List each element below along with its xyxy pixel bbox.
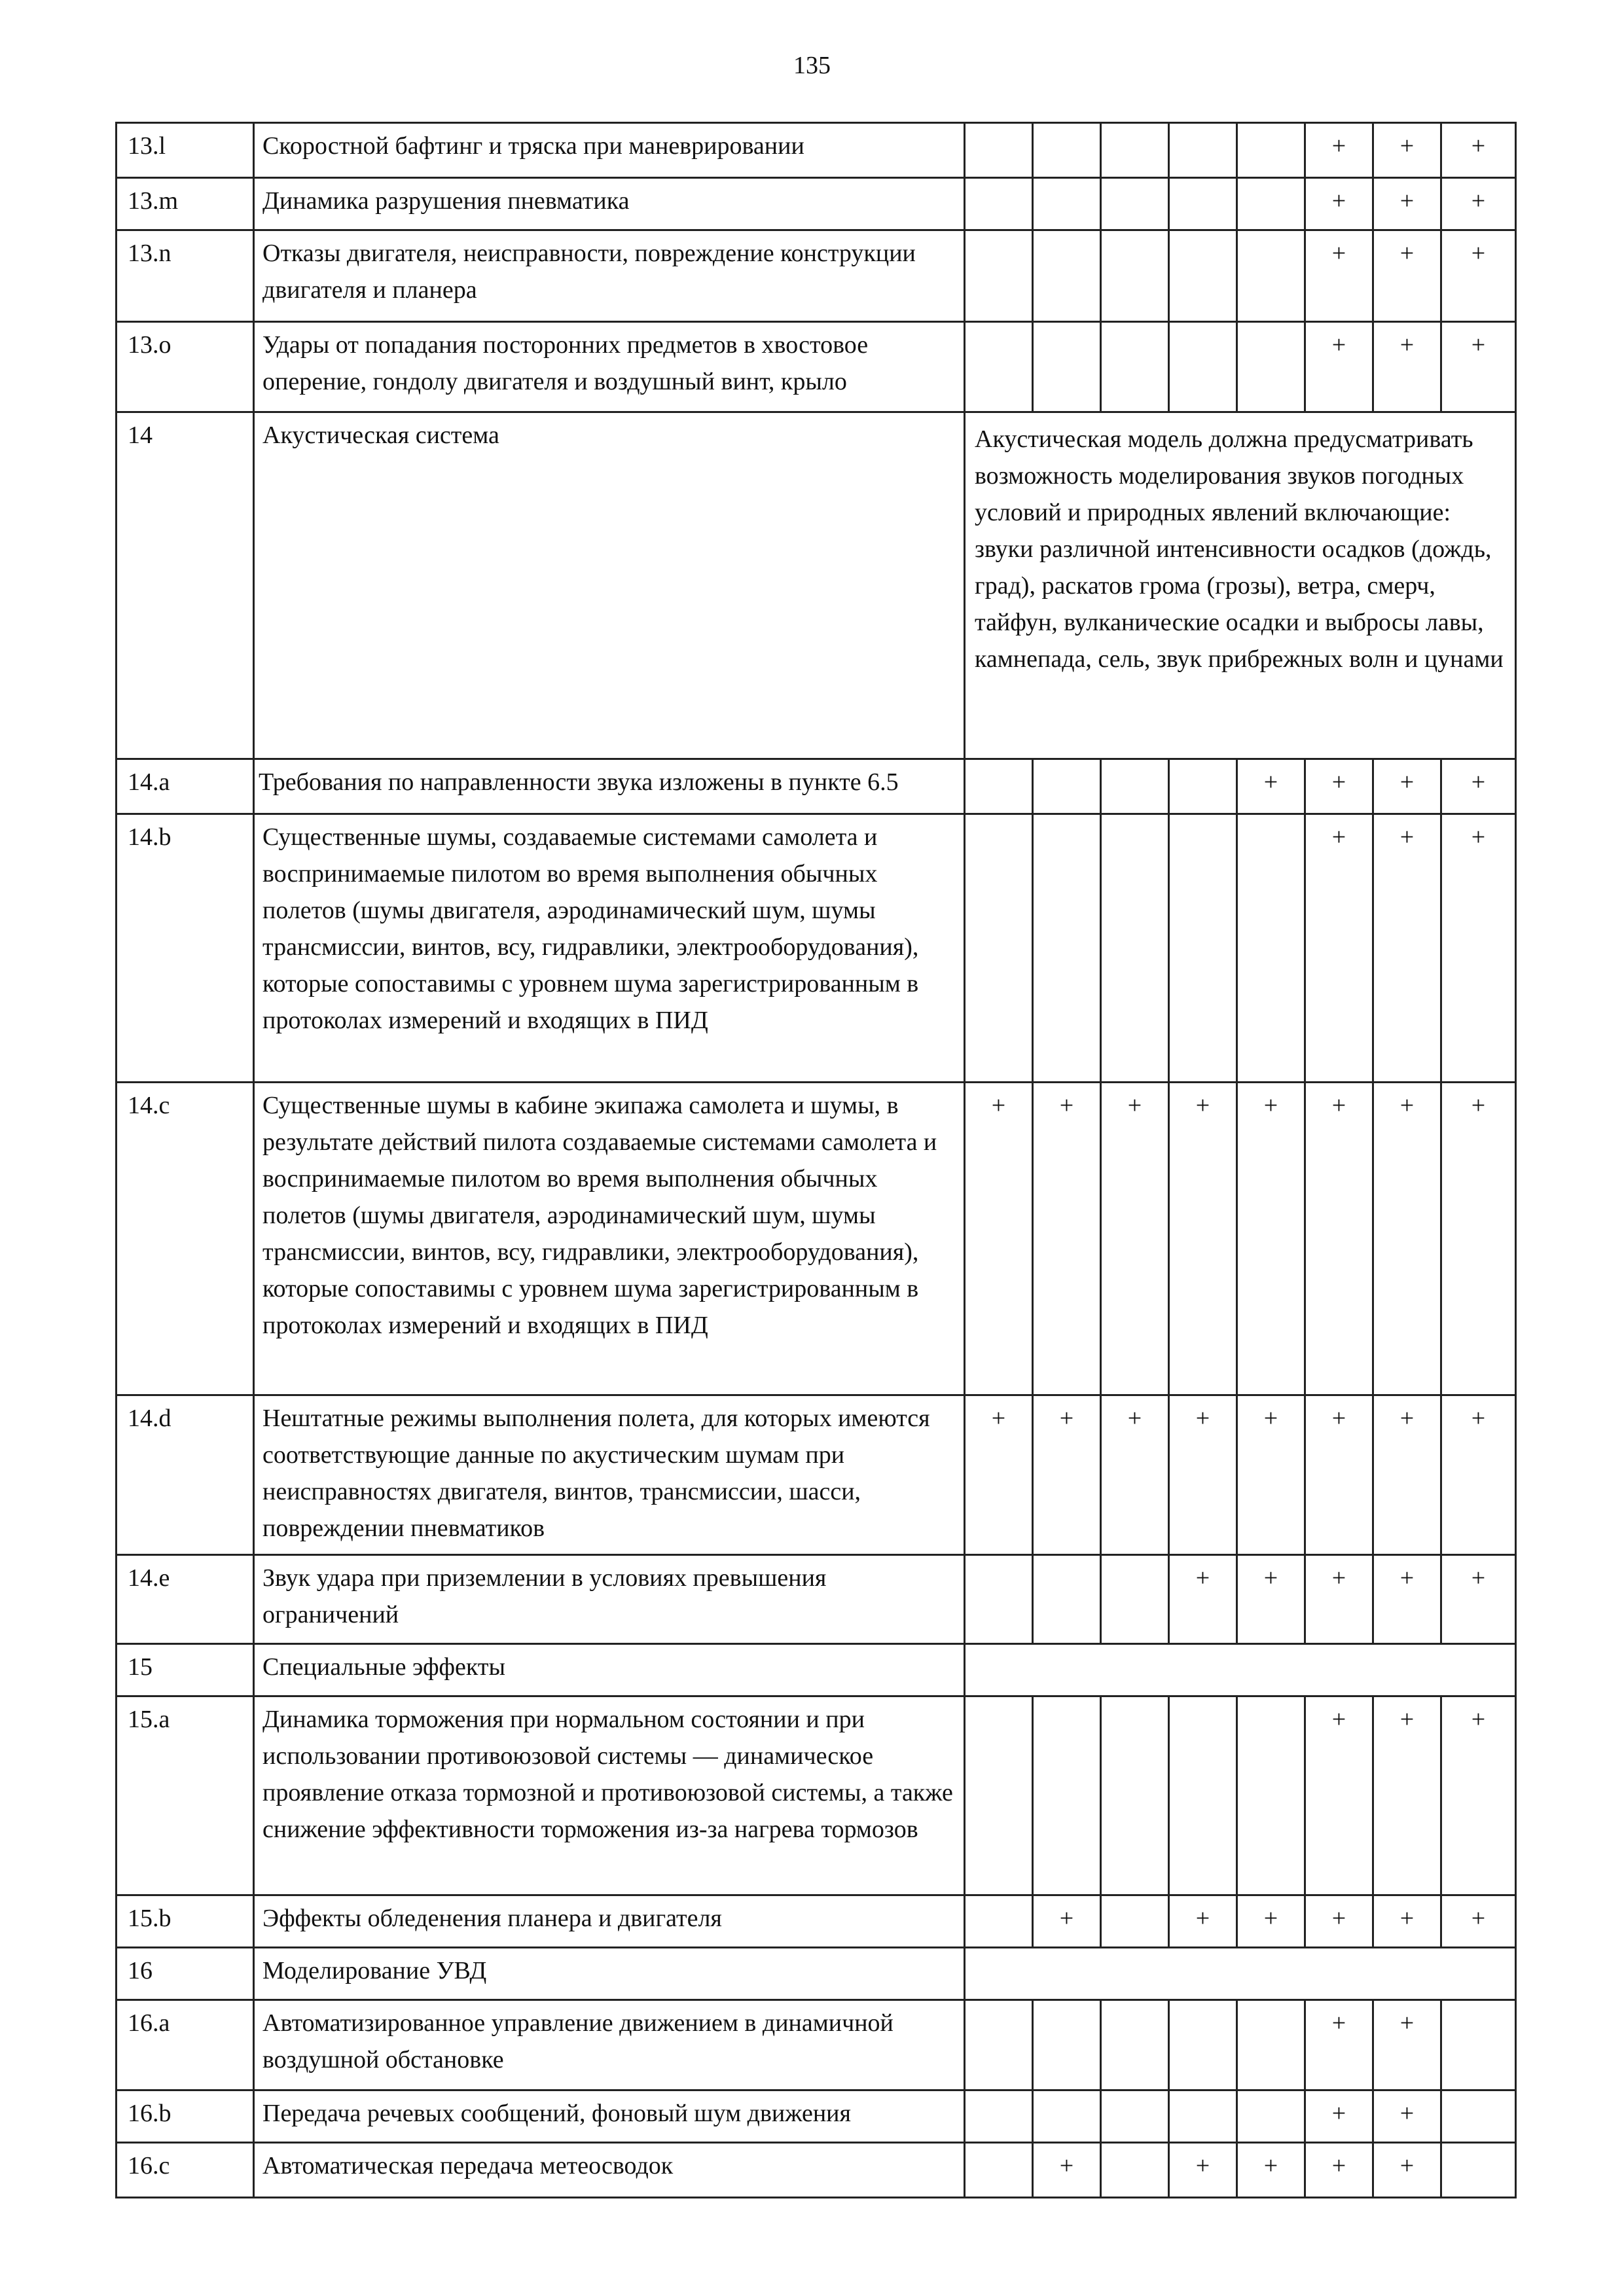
level-mark: + xyxy=(1237,759,1305,814)
level-mark xyxy=(1169,2000,1237,2090)
level-mark xyxy=(1101,1555,1169,1644)
level-mark: + xyxy=(1033,1083,1101,1395)
row-number: 13.m xyxy=(117,178,254,230)
table-row xyxy=(117,123,1516,178)
level-mark xyxy=(1101,1696,1169,1895)
level-mark xyxy=(1169,1696,1237,1895)
row-description: Отказы двигателя, неисправности, повреждение конструкции двигателя и планера xyxy=(254,230,965,322)
table-row xyxy=(117,412,1516,759)
row-description: Существенные шумы, создаваемые системами самолета и воспринимаемые пилотом во время выполнения обычных полетов (шумы двигателя, аэродинамический шум, шумы трансмиссии, винтов, всу, гидравлики, электрооборудования), которые сопоставимы с уровнем шума зарегистрированным в протоколах измерений и входящих в ПИД xyxy=(254,814,965,1083)
level-mark: + xyxy=(1169,1083,1237,1395)
level-mark xyxy=(965,1555,1033,1644)
requirements-table xyxy=(115,122,1517,2198)
level-mark xyxy=(1169,759,1237,814)
row-note xyxy=(965,1644,1516,1696)
row-description: Существенные шумы в кабине экипажа самолета и шумы, в результате действий пилота создаваемые системами самолета и воспринимаемые пилотом во время выполнения обычных полетов (шумы двигателя, аэродинамический шум, шумы трансмиссии, винтов, всу, гидравлики, электрооборудования), которые сопоставимы с уровнем шума зарегистрированным в протоколах измерений и входящих в ПИД xyxy=(254,1083,965,1395)
level-mark: + xyxy=(1169,2143,1237,2198)
level-mark xyxy=(1237,230,1305,322)
row-number: 16.a xyxy=(117,2000,254,2090)
level-mark: + xyxy=(1373,230,1441,322)
table-row xyxy=(117,2143,1516,2198)
level-mark xyxy=(1101,230,1169,322)
table-body xyxy=(117,123,1516,2198)
level-mark xyxy=(1101,814,1169,1083)
level-mark: + xyxy=(1237,1083,1305,1395)
level-mark xyxy=(1441,2090,1516,2143)
level-mark xyxy=(1169,322,1237,412)
level-mark: + xyxy=(1373,1395,1441,1555)
level-mark: + xyxy=(1169,1895,1237,1948)
level-mark xyxy=(1101,759,1169,814)
level-mark: + xyxy=(1101,1083,1169,1395)
level-mark: + xyxy=(1373,2000,1441,2090)
row-description: Нештатные режимы выполнения полета, для которых имеются соответствующие данные по акустическим шумам при неисправностях двигателя, винтов, трансмиссии, шасси, повреждении пневматиков xyxy=(254,1395,965,1555)
level-mark xyxy=(1033,1696,1101,1895)
level-mark xyxy=(1169,2090,1237,2143)
level-mark xyxy=(1101,322,1169,412)
table-row xyxy=(117,178,1516,230)
table-row xyxy=(117,1895,1516,1948)
level-mark xyxy=(1169,814,1237,1083)
level-mark xyxy=(1033,759,1101,814)
level-mark xyxy=(1033,178,1101,230)
row-description: Требования по направленности звука изложены в пункте 6.5 xyxy=(254,759,965,814)
row-description: Акустическая система xyxy=(254,412,965,759)
level-mark: + xyxy=(1441,178,1516,230)
level-mark: + xyxy=(965,1395,1033,1555)
level-mark xyxy=(1033,322,1101,412)
level-mark xyxy=(1101,2090,1169,2143)
level-mark: + xyxy=(1441,759,1516,814)
level-mark: + xyxy=(1373,123,1441,178)
level-mark: + xyxy=(1441,1895,1516,1948)
level-mark: + xyxy=(1441,322,1516,412)
level-mark xyxy=(1237,322,1305,412)
row-number: 13.n xyxy=(117,230,254,322)
row-number: 14.d xyxy=(117,1395,254,1555)
row-number: 16.c xyxy=(117,2143,254,2198)
row-number: 16.b xyxy=(117,2090,254,2143)
row-description: Скоростной бафтинг и тряска при маневрировании xyxy=(254,123,965,178)
row-number: 15 xyxy=(117,1644,254,1696)
level-mark xyxy=(965,1895,1033,1948)
row-description: Автоматическая передача метеосводок xyxy=(254,2143,965,2198)
row-number: 14 xyxy=(117,412,254,759)
level-mark xyxy=(965,178,1033,230)
level-mark: + xyxy=(1169,1555,1237,1644)
level-mark: + xyxy=(1305,759,1373,814)
level-mark: + xyxy=(1373,2143,1441,2198)
level-mark: + xyxy=(1237,1895,1305,1948)
level-mark xyxy=(1101,123,1169,178)
row-description: Специальные эффекты xyxy=(254,1644,965,1696)
table-row xyxy=(117,322,1516,412)
row-number: 14.b xyxy=(117,814,254,1083)
table-row xyxy=(117,2090,1516,2143)
level-mark xyxy=(965,2143,1033,2198)
row-description: Динамика разрушения пневматика xyxy=(254,178,965,230)
row-description: Динамика торможения при нормальном состоянии и при использовании противоюзовой системы — динамическое проявление отказа тормозной и противоюзовой системы, а также снижение эффективности торможения из-за нагрева тормозов xyxy=(254,1696,965,1895)
level-mark: + xyxy=(1305,2000,1373,2090)
level-mark xyxy=(965,322,1033,412)
level-mark xyxy=(1441,2143,1516,2198)
level-mark xyxy=(1237,2090,1305,2143)
row-number: 15.b xyxy=(117,1895,254,1948)
level-mark xyxy=(1033,123,1101,178)
level-mark xyxy=(1101,2143,1169,2198)
level-mark xyxy=(1033,1555,1101,1644)
level-mark: + xyxy=(1033,1895,1101,1948)
table-row xyxy=(117,814,1516,1083)
row-number: 14.c xyxy=(117,1083,254,1395)
table-row xyxy=(117,2000,1516,2090)
row-number: 15.a xyxy=(117,1696,254,1895)
level-mark: + xyxy=(1305,2143,1373,2198)
level-mark: + xyxy=(1441,1083,1516,1395)
level-mark xyxy=(1237,2000,1305,2090)
level-mark: + xyxy=(1441,814,1516,1083)
level-mark: + xyxy=(1101,1395,1169,1555)
level-mark xyxy=(1033,2090,1101,2143)
level-mark: + xyxy=(1373,178,1441,230)
level-mark: + xyxy=(1373,1555,1441,1644)
level-mark xyxy=(1169,178,1237,230)
level-mark: + xyxy=(1305,1083,1373,1395)
level-mark: + xyxy=(1305,1696,1373,1895)
level-mark: + xyxy=(1441,1696,1516,1895)
page-number: 135 xyxy=(793,52,831,79)
level-mark xyxy=(1441,2000,1516,2090)
level-mark: + xyxy=(1169,1395,1237,1555)
level-mark: + xyxy=(1373,759,1441,814)
level-mark xyxy=(1169,230,1237,322)
table-row xyxy=(117,1555,1516,1644)
level-mark xyxy=(1033,2000,1101,2090)
row-description: Моделирование УВД xyxy=(254,1948,965,2000)
level-mark: + xyxy=(1373,1895,1441,1948)
level-mark: + xyxy=(1373,322,1441,412)
table-row xyxy=(117,1083,1516,1395)
level-mark xyxy=(1033,814,1101,1083)
table-row xyxy=(117,1948,1516,2000)
level-mark: + xyxy=(1305,1395,1373,1555)
row-description: Автоматизированное управление движением в динамичной воздушной обстановке xyxy=(254,2000,965,2090)
level-mark: + xyxy=(1305,1555,1373,1644)
level-mark xyxy=(1033,230,1101,322)
row-number: 13.l xyxy=(117,123,254,178)
level-mark xyxy=(1101,2000,1169,2090)
row-description: Передача речевых сообщений, фоновый шум движения xyxy=(254,2090,965,2143)
level-mark xyxy=(965,2090,1033,2143)
row-number: 13.o xyxy=(117,322,254,412)
level-mark xyxy=(965,759,1033,814)
level-mark xyxy=(965,230,1033,322)
level-mark: + xyxy=(1305,178,1373,230)
level-mark: + xyxy=(1373,1696,1441,1895)
level-mark: + xyxy=(1033,1395,1101,1555)
row-description: Эффекты обледенения планера и двигателя xyxy=(254,1895,965,1948)
level-mark: + xyxy=(1373,814,1441,1083)
level-mark xyxy=(965,814,1033,1083)
row-description: Удары от попадания посторонних предметов в хвостовое оперение, гондолу двигателя и воздушный винт, крыло xyxy=(254,322,965,412)
level-mark: + xyxy=(1305,2090,1373,2143)
level-mark: + xyxy=(1305,230,1373,322)
table-row xyxy=(117,1395,1516,1555)
level-mark xyxy=(1237,123,1305,178)
level-mark xyxy=(1237,814,1305,1083)
level-mark xyxy=(1237,178,1305,230)
level-mark xyxy=(965,123,1033,178)
level-mark xyxy=(1101,1895,1169,1948)
level-mark: + xyxy=(1373,1083,1441,1395)
row-number: 14.e xyxy=(117,1555,254,1644)
level-mark xyxy=(1237,1696,1305,1895)
table-row xyxy=(117,230,1516,322)
level-mark: + xyxy=(965,1083,1033,1395)
row-description: Звук удара при приземлении в условиях превышения ограничений xyxy=(254,1555,965,1644)
table-row xyxy=(117,759,1516,814)
table-row xyxy=(117,1696,1516,1895)
level-mark: + xyxy=(1237,2143,1305,2198)
level-mark xyxy=(1101,178,1169,230)
level-mark: + xyxy=(1441,230,1516,322)
level-mark: + xyxy=(1305,322,1373,412)
level-mark: + xyxy=(1305,123,1373,178)
level-mark: + xyxy=(1305,1895,1373,1948)
level-mark: + xyxy=(1305,814,1373,1083)
level-mark: + xyxy=(1441,123,1516,178)
level-mark: + xyxy=(1033,2143,1101,2198)
row-number: 16 xyxy=(117,1948,254,2000)
row-number: 14.a xyxy=(117,759,254,814)
level-mark xyxy=(965,1696,1033,1895)
level-mark: + xyxy=(1441,1395,1516,1555)
level-mark xyxy=(1169,123,1237,178)
level-mark: + xyxy=(1237,1395,1305,1555)
table-row xyxy=(117,1644,1516,1696)
level-mark: + xyxy=(1373,2090,1441,2143)
row-note: Акустическая модель должна предусматривать возможность моделирования звуков погодных условий и природных явлений включающие: звуки различной интенсивности осадков (дождь, град), раскатов грома (грозы), ветра, смерч, тайфун, вулканические осадки и выбросы лавы, камнепада, сель, звук прибрежных волн и цунами xyxy=(965,412,1516,759)
level-mark: + xyxy=(1441,1555,1516,1644)
level-mark: + xyxy=(1237,1555,1305,1644)
level-mark xyxy=(965,2000,1033,2090)
row-note xyxy=(965,1948,1516,2000)
